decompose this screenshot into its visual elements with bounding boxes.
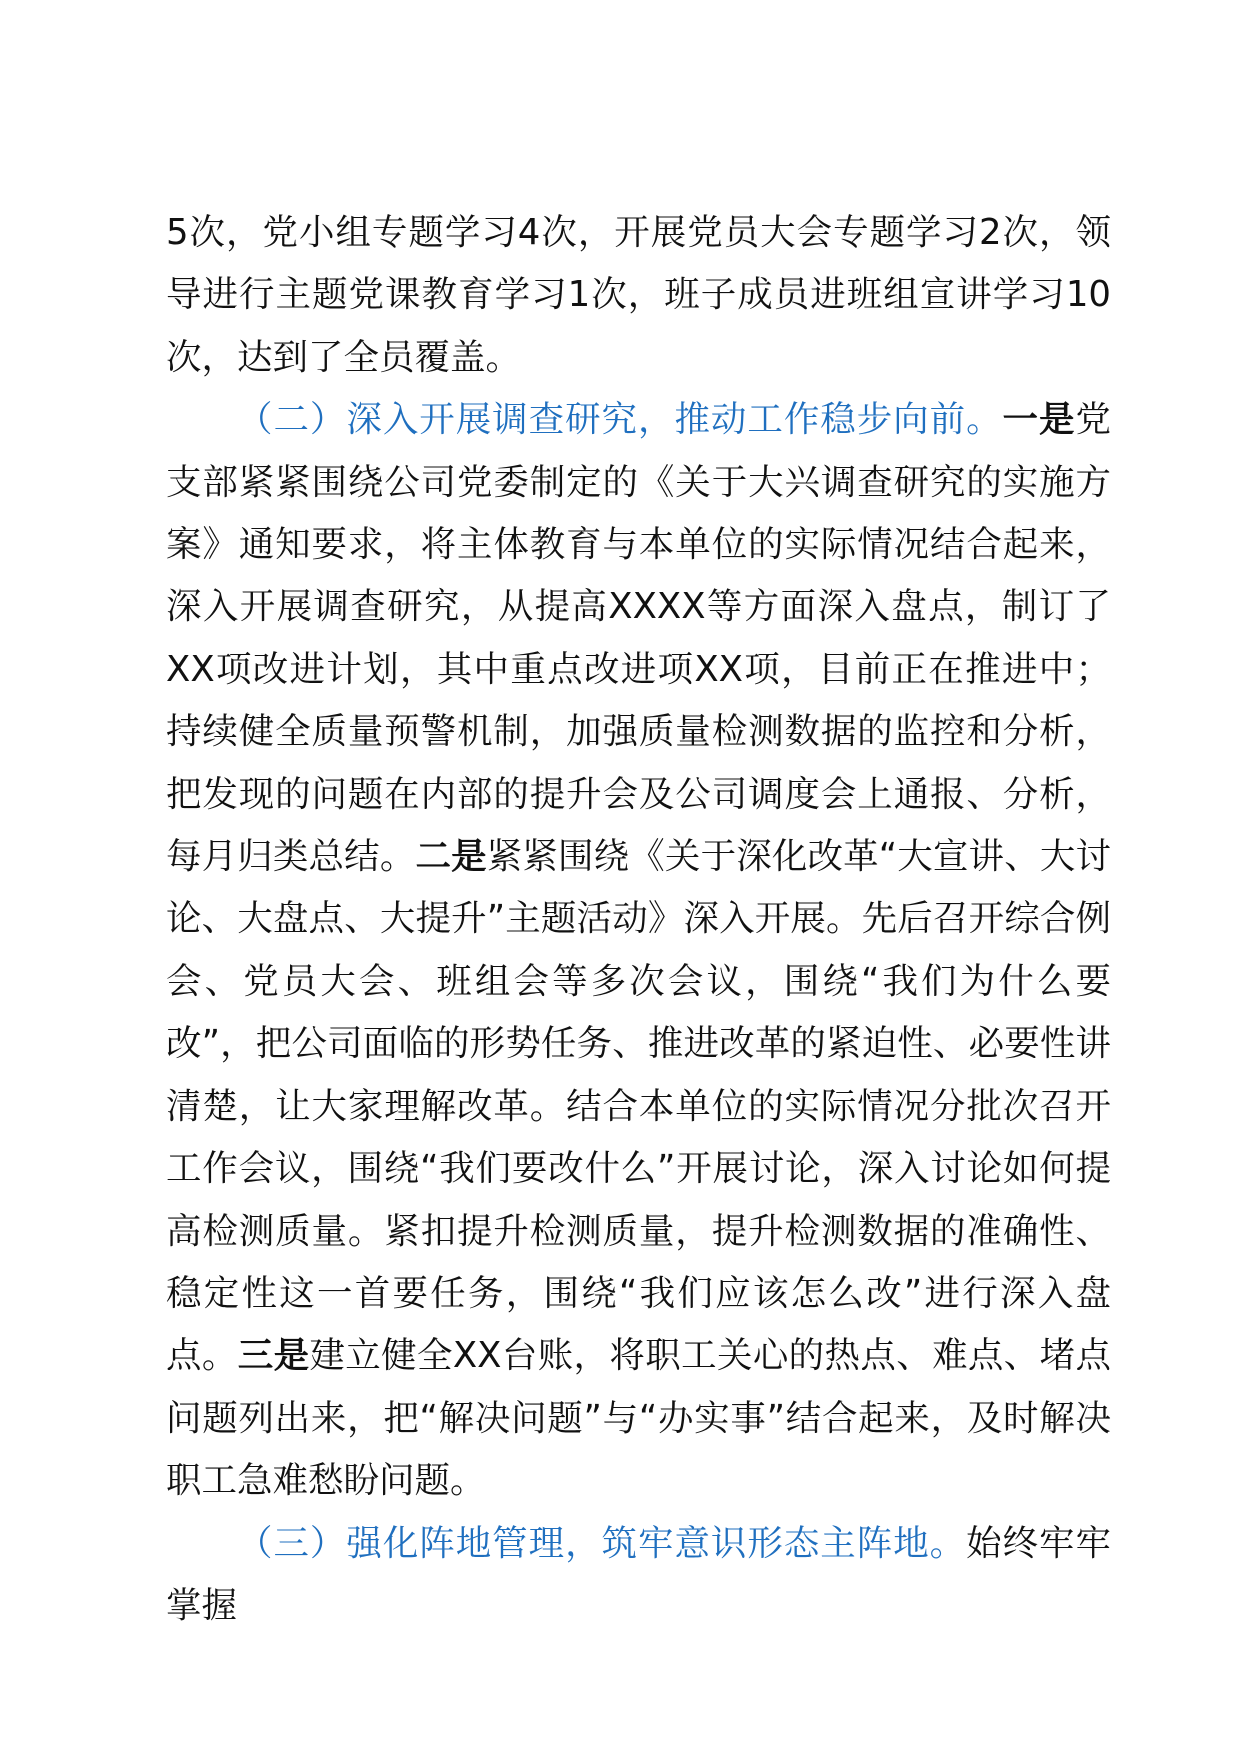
point-label-3: 三是 — [237, 1335, 310, 1377]
point-label-1: 一是 — [1002, 399, 1076, 441]
paragraph-1 — [166, 202, 1111, 389]
paragraph-3-text: 始终牢牢掌握 — [166, 1522, 1111, 1626]
document-page — [166, 202, 1111, 1637]
point-text-3: 建立健全XX台账，将职工关心的热点、难点、堵点问题列出来，把“解决问题”与“办实事”结合起来，及时解决职工急难愁盼问题。 — [166, 1335, 1111, 1502]
point-text-1: 党支部紧紧围绕公司党委制定的《关于大兴调查研究的实施方案》通知要求，将主体教育与本单位的实际情况结合起来，深入开展调查研究，从提高XXXX等方面深入盘点，制订了XX项改进计划，其中重点改进项XX项，目前正在推进中；持续健全质量预警机制，加强质量检测数据的监控和分析，把发现的问题在内部的提升会及公司调度会上通报、分析，每月归类总结。 — [166, 399, 1111, 878]
paragraph-3 — [166, 1513, 1111, 1638]
section-heading-2: （二）深入开展调查研究，推动工作稳步向前。 — [237, 399, 1003, 441]
section-heading-3: （三）强化阵地管理，筑牢意识形态主阵地。 — [237, 1522, 967, 1564]
point-label-2: 二是 — [415, 836, 487, 878]
paragraph-1-text: 5次，党小组专题学习4次，开展党员大会专题学习2次，领导进行主题党课教育学习1次，班子成员进班组宣讲学习10次，达到了全员覆盖。 — [166, 212, 1111, 378]
paragraph-2 — [166, 389, 1111, 1512]
point-text-2: 紧紧围绕《关于深化改革“大宣讲、大讨论、大盘点、大提升”主题活动》深入开展。先后召开综合例会、党员大会、班组会等多次会议，围绕“我们为什么要改”，把公司面临的形势任务、推进改革的紧迫性、必要性讲清楚，让大家理解改革。结合本单位的实际情况分批次召开工作会议，围绕“我们要改什么”开展讨论，深入讨论如何提高检测质量。紧扣提升检测质量，提升检测数据的准确性、稳定性这一首要任务，围绕“我们应该怎么改”进行深入盘点。 — [166, 836, 1111, 1377]
